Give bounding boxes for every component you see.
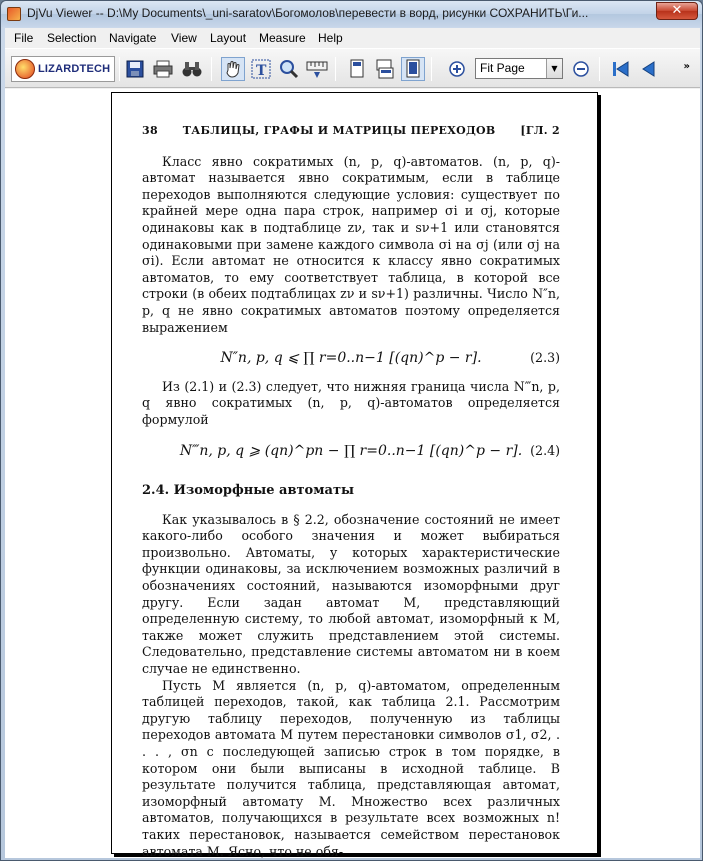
save-button[interactable]	[123, 57, 147, 81]
zoom-tool-button[interactable]	[277, 57, 301, 81]
menu-bar	[5, 28, 700, 48]
zoom-out-button[interactable]	[569, 57, 593, 81]
binoculars-icon	[182, 60, 202, 78]
previous-page-button[interactable]	[637, 57, 661, 81]
title-bar[interactable]	[1, 1, 702, 27]
formula-text: N‴n, p, q ⩾ (qn)^pn − ∏ r=0..n−1 [(qn)^p − r].	[179, 442, 523, 459]
zoom-value: Fit Page	[480, 61, 525, 75]
menu-view[interactable]: View	[171, 31, 197, 45]
ruler-icon	[306, 59, 328, 79]
svg-text:T: T	[256, 63, 267, 79]
lizardtech-logo[interactable]	[11, 56, 115, 82]
menu-selection[interactable]: Selection	[47, 31, 97, 45]
menu-file[interactable]: File	[14, 31, 34, 45]
fit-page-view-button[interactable]	[401, 57, 425, 81]
formula-text: N″n, p, q ⩽ ∏ r=0..n−1 [(qn)^p − r].	[220, 350, 482, 367]
zoom-in-button[interactable]	[445, 57, 469, 81]
hand-icon	[224, 60, 242, 78]
toolbar-separator	[211, 57, 212, 81]
zoom-select[interactable]	[475, 58, 563, 79]
close-button[interactable]: ✕	[656, 2, 698, 20]
toolbar	[5, 48, 700, 88]
first-page-button[interactable]	[609, 57, 633, 81]
toolbar-separator	[431, 57, 432, 81]
menu-help[interactable]: Help	[318, 31, 343, 45]
page-header	[142, 123, 560, 140]
text-select-icon	[251, 59, 271, 79]
client-area	[5, 28, 700, 858]
menu-measure[interactable]: Measure	[259, 31, 306, 45]
paragraph-1: Класс явно сократимых (n, p, q)-автоматов. (n, p, q)-автомат называется явно сократимым, если в таблице переходов выполняются следующие условия: существует по крайней мере одна пара строк, например σi и σj, которые одинаковы как в подтаблице zν, так и sν+1 или становятся одинаковыми при замене каждого символа σi на σj (или σj на σi). Если автомат не относится к классу явно сократимых автоматов, то ему соответствует таблица, в которой все строки (в обеих подтаблицах zν и sν+1) различны. Число N″n, p, q не явно сократимых автоматов поэтому определяется выражением	[142, 153, 560, 335]
zoom-out-icon	[572, 60, 590, 78]
page-content	[142, 123, 560, 858]
chapter-label: [ГЛ. 2	[520, 124, 560, 137]
formula-2-4	[142, 443, 560, 460]
window-title: DjVu Viewer -- D:\My Documents\_uni-saratov\Богомолов\перевести в ворд, рисунки СОХРАНИТЬ\Ги...	[27, 6, 589, 20]
formula-number: (2.4)	[530, 442, 560, 458]
printer-icon	[153, 60, 173, 78]
single-page-icon	[348, 59, 366, 79]
toolbar-overflow-icon[interactable]: »	[683, 61, 690, 72]
previous-page-icon	[639, 59, 659, 79]
pan-tool-button[interactable]	[221, 57, 245, 81]
paragraph-4: Пусть M является (n, p, q)-автоматом, определенным таблицей переходов, такой, как таблица 2.1. Рассмотрим другую таблицу переходов, полученную из таблицы переходов автомата M путем перестановки символов σ1, σ2, . . . , σn с последующей записью строк в том порядке, в котором они были выписаны в исходной таблице. В результате получится таблица, представляющая автомат, изоморфный автомату M. Множество всех различных автоматов, получающихся в результате всех возможных n! таких перестановок, называется семейством перестановок автомата M. Ясно, что не обя-	[142, 677, 560, 858]
menu-navigate[interactable]: Navigate	[109, 31, 157, 45]
document-viewport[interactable]	[5, 89, 700, 858]
toolbar-separator	[119, 57, 120, 81]
formula-2-3	[142, 350, 560, 367]
print-button[interactable]	[151, 57, 175, 81]
lizard-logo-icon	[15, 59, 35, 79]
measure-tool-button[interactable]	[305, 57, 329, 81]
chevron-down-icon[interactable]: ▼	[546, 59, 562, 78]
page-number: 38	[142, 124, 158, 137]
continuous-pages-icon	[375, 59, 395, 79]
zoom-in-icon	[448, 60, 466, 78]
continuous-page-button[interactable]	[373, 57, 397, 81]
first-page-icon	[611, 59, 631, 79]
magnifier-icon	[279, 59, 299, 79]
text-select-button[interactable]	[249, 57, 273, 81]
toolbar-separator	[599, 57, 600, 81]
formula-number: (2.3)	[530, 350, 560, 366]
save-icon	[126, 60, 144, 78]
djvu-app-icon	[7, 7, 21, 21]
paragraph-3: Как указывалось в § 2.2, обозначение состояний не имеет какого-либо особого значения и может выбираться произвольно. Автоматы, у которых характеристические функции одинаковы, за исключением возможных различий в обозначениях состояний, называются изоморфными друг другу. Если задан автомат M, представляющий определенную систему, то любой автомат, изоморфный к M, также может служить представлением этой системы. Следовательно, представление системы автоматом ни в коем случае не единственно.	[142, 511, 560, 677]
paragraph-2: Из (2.1) и (2.3) следует, что нижняя граница числа N‴n, p, q явно сократимых (n, p, q)-автоматов определяется формулой	[142, 378, 560, 427]
document-page	[111, 92, 598, 858]
logo-text: LIZARDTECH	[38, 63, 111, 75]
running-title: ТАБЛИЦЫ, ГРАФЫ И МАТРИЦЫ ПЕРЕХОДОВ	[182, 124, 496, 137]
page-view-icon	[404, 59, 422, 79]
find-button[interactable]	[180, 57, 204, 81]
section-heading: 2.4. Изоморфные автоматы	[142, 483, 355, 499]
menu-layout[interactable]: Layout	[210, 31, 247, 45]
toolbar-separator	[335, 57, 336, 81]
single-page-button[interactable]	[345, 57, 369, 81]
